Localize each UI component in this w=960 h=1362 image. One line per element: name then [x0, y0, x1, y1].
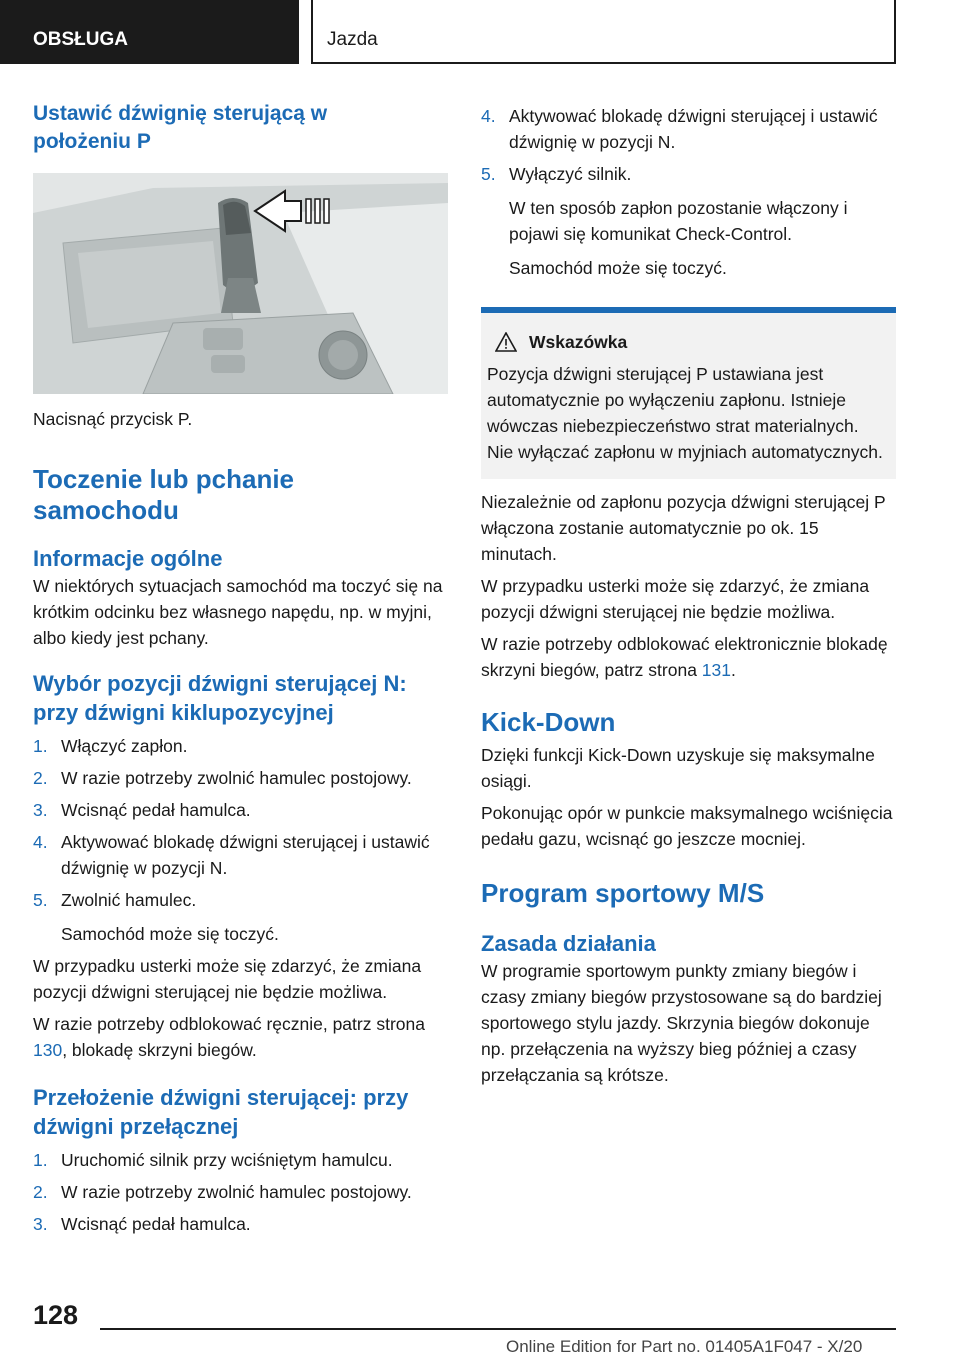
warning-text: Pozycja dźwigni sterującej P ustawiana jest automatycznie po wyłączeniu zapłonu. Istnieje wówczas niebezpieczeństwo strat materialnych. Nie wyłączać zapłonu w myjniach automatycznych.	[487, 364, 883, 462]
list-item: 1. Włączyć zapłon.	[33, 736, 188, 756]
paragraph-kick-2: Pokonując opór w punkcie maksymalnego wciśnięcia pedału gazu, wcisnąć go jeszcze mocniej.	[481, 803, 893, 849]
list-item: 1. Uruchomić silnik przy wciśniętym hamulcu.	[33, 1150, 393, 1170]
page-link-131[interactable]: 131	[701, 660, 731, 680]
edition-note: Online Edition for Part no. 01405A1F047 - X/20	[506, 1337, 863, 1356]
list-item: 3. Wcisnąć pedał hamulca.	[33, 1214, 251, 1234]
header-chapter	[311, 0, 896, 64]
gear-selector-illustration	[33, 173, 448, 394]
list-item: 5. Zwolnić hamulec. Samochód może się toczyć.	[33, 890, 279, 944]
paragraph-fault-2: W przypadku usterki może się zdarzyć, że zmiana pozycji dźwigni sterującej nie będzie możliwa.	[481, 576, 870, 622]
list-select-n	[33, 733, 448, 947]
paragraph-fault: W przypadku usterki może się zdarzyć, że zmiana pozycji dźwigni sterującej nie będzie możliwa.	[33, 956, 422, 1002]
heading-park: Ustawić dźwignię sterującą w położeniu P	[33, 102, 328, 153]
heading-kick-down: Kick-Down	[481, 707, 616, 737]
list-item: 2. W razie potrzeby zwolnić hamulec postojowy.	[33, 768, 412, 788]
heading-principle: Zasada działania	[481, 931, 656, 956]
paragraph-principle: W programie sportowym punkty zmiany biegów i czasy zmiany biegów przystosowane są do bardziej sportowego stylu jazdy. Skrzynia biegów dokonuje np. przełączenia na wyższy bieg później a czasy przełączania są krótsze.	[481, 961, 882, 1085]
list-switch-continued	[481, 103, 896, 281]
paragraph-kick-1: Dzięki funkcji Kick-Down uzyskuje się maksymalne osiągi.	[481, 745, 875, 791]
paragraph-auto-p: Niezależnie od zapłonu pozycja dźwigni sterującej P włączona zostanie automatycznie po ok. 15 minutach.	[481, 492, 886, 564]
header-chapter-label: Jazda	[327, 29, 378, 50]
warning-note	[481, 307, 896, 479]
list-item: 4. Aktywować blokadę dźwigni sterującej i ustawić dźwignię w pozycji N.	[481, 106, 878, 152]
header-section	[0, 0, 299, 64]
gear-selector-photo	[33, 173, 448, 394]
list-item: 2. W razie potrzeby zwolnić hamulec postojowy.	[33, 1182, 412, 1202]
heading-select-n: Wybór pozycji dźwigni sterującej N: przy dźwigni kiklupozycyjnej	[33, 671, 407, 725]
warning-triangle-icon	[495, 332, 517, 352]
heading-switch: Przełożenie dźwigni sterującej: przy dźwigni przełącznej	[33, 1085, 409, 1139]
footer-divider	[100, 1328, 896, 1330]
list-item: 5. Wyłączyć silnik. W ten sposób zapłon pozostanie włączony i pojawi się komunikat Check-Control. Samochód może się toczyć.	[481, 164, 848, 278]
page-number: 128	[33, 1300, 79, 1330]
photo-caption: Nacisnąć przycisk P.	[33, 409, 193, 429]
right-column	[481, 103, 896, 1088]
list-item: 3. Wcisnąć pedał hamulca.	[33, 800, 251, 820]
page-link-130[interactable]: 130	[33, 1040, 63, 1060]
heading-sport-program: Program sportowy M/S	[481, 878, 765, 908]
warning-title-row	[487, 329, 888, 355]
warning-title: Wskazówka	[529, 331, 628, 352]
heading-general: Informacje ogólne	[33, 546, 223, 571]
left-column	[33, 100, 448, 1237]
list-item: 4. Aktywować blokadę dźwigni sterującej i ustawić dźwignię w pozycji N.	[33, 832, 430, 878]
paragraph-general: W niektórych sytuacjach samochód ma toczyć się na krótkim odcinku bez własnego napędu, np. w myjni, albo kiedy jest pchany.	[33, 576, 443, 648]
heading-rolling: Toczenie lub pchanie samochodu	[33, 464, 295, 525]
header-section-label: OBSŁUGA	[33, 29, 128, 50]
paragraph-unlock: W razie potrzeby odblokować ręcznie, patrz strona 130, blokadę skrzyni biegów.	[33, 1014, 425, 1060]
paragraph-unlock-2: W razie potrzeby odblokować elektronicznie blokadę skrzyni biegów, patrz strona 131.	[481, 634, 888, 680]
list-switch	[33, 1147, 448, 1237]
